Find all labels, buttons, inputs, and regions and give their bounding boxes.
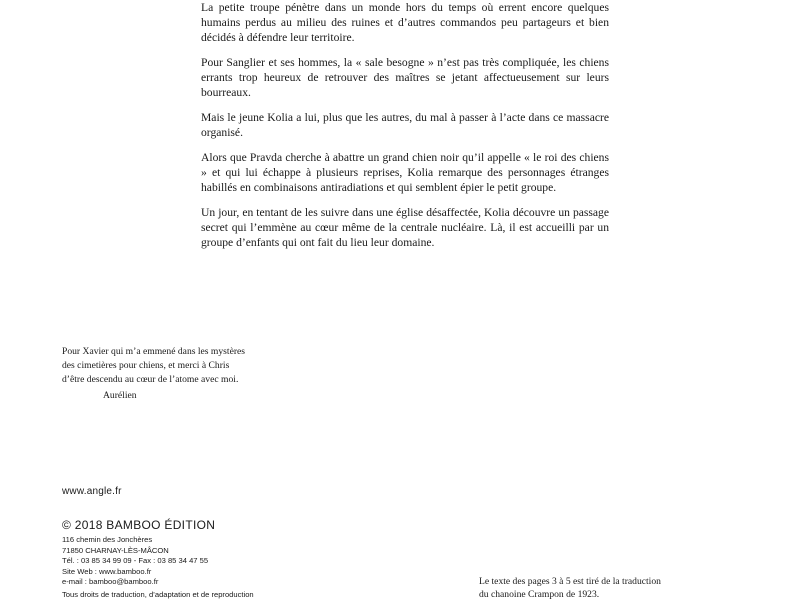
publisher-phone: Tél. : 03 85 34 99 09 - Fax : 03 85 34 47 55 — [62, 556, 209, 566]
dedication-signature: Aurélien — [103, 390, 137, 401]
translation-note — [479, 575, 719, 601]
dedication-line: d’être descendu au cœur de l’atome avec moi. — [62, 374, 239, 385]
rights-notice: Tous droits de traduction, d’adaptation et de reproduction — [62, 590, 254, 599]
copyright-notice: © 2018 BAMBOO ÉDITION — [62, 518, 216, 532]
dedication-line: Pour Xavier qui m’a emmené dans les mystères — [62, 346, 246, 357]
publisher-info — [62, 535, 208, 588]
synopsis-paragraph: Mais le jeune Kolia a lui, plus que les autres, du mal à passer à l’acte dans ce massacre organisé. — [201, 111, 609, 139]
publisher-website: www.angle.fr — [62, 486, 122, 497]
translation-note-line: du chanoine Crampon de 1923. — [479, 589, 600, 600]
publisher-address: 116 chemin des Jonchères — [62, 535, 153, 544]
synopsis-text — [201, 0, 609, 260]
synopsis-paragraph: Un jour, en tentant de les suivre dans une église désaffectée, Kolia découvre un passage secret qui l’emmène au cœur même de la centrale nucléaire. Là, il est accueilli par un groupe d’enfants qui ont fait du lieu leur domaine. — [201, 206, 609, 249]
dedication — [62, 345, 292, 403]
dedication-line: des cimetières pour chiens, et merci à Chris — [62, 360, 230, 371]
publisher-city: 71850 CHARNAY-LÈS-MÂCON — [62, 545, 169, 555]
synopsis-paragraph: La petite troupe pénètre dans un monde hors du temps où errent encore quelques humains perdus au milieu des ruines et d’autres commandos peu partageurs et bien décidés à défendre leur territoire. — [201, 1, 609, 44]
publisher-email: e-mail : bamboo@bamboo.fr — [62, 577, 159, 587]
publisher-site: Site Web : www.bamboo.fr — [62, 566, 152, 576]
translation-note-line: Le texte des pages 3 à 5 est tiré de la traduction — [479, 576, 661, 587]
synopsis-paragraph: Alors que Pravda cherche à abattre un grand chien noir qu’il appelle « le roi des chiens » et qui lui échappe à plusieurs reprises, Kolia remarque des personnages étranges habillés en combinaisons antiradiations et qui semblent épier le petit groupe. — [201, 151, 609, 194]
synopsis-paragraph: Pour Sanglier et ses hommes, la « sale besogne » n’est pas très compliquée, les chiens errants trop heureux de retrouver des maîtres se jetant affectueusement sur leurs bourreaux. — [201, 56, 609, 99]
